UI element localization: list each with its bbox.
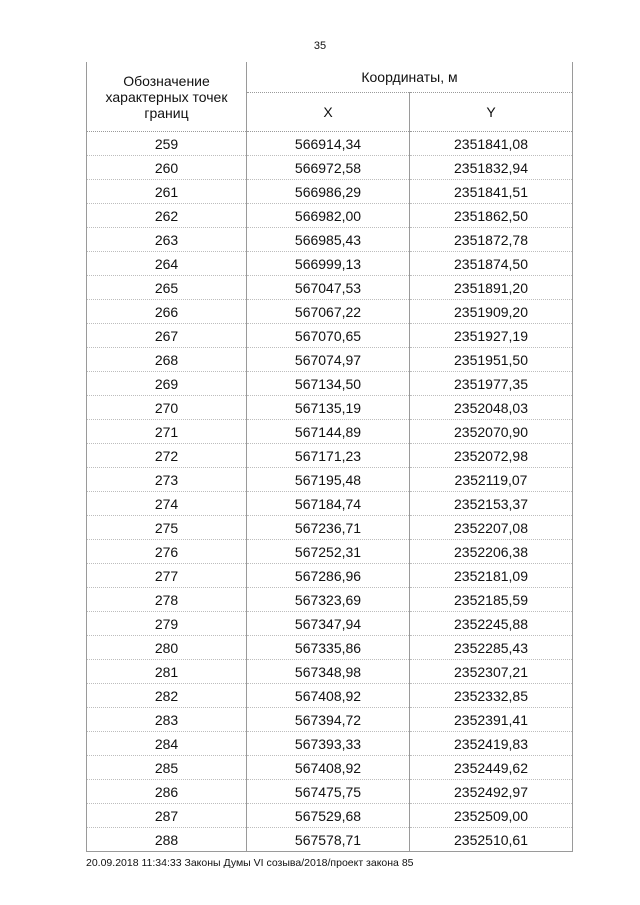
table-row — [87, 156, 573, 180]
table-row — [87, 684, 573, 708]
table-row — [87, 828, 573, 852]
y-coordinate-cell: 2351841,51 — [410, 180, 573, 204]
point-number-cell: 261 — [87, 180, 247, 204]
x-coordinate-cell: 567408,92 — [247, 756, 410, 780]
point-number-cell: 266 — [87, 300, 247, 324]
x-coordinate-cell: 567184,74 — [247, 492, 410, 516]
y-coordinate-cell: 2351891,20 — [410, 276, 573, 300]
x-coordinate-cell: 567236,71 — [247, 516, 410, 540]
y-coordinate-cell: 2351977,35 — [410, 372, 573, 396]
y-coordinate-cell: 2351872,78 — [410, 228, 573, 252]
y-coordinate-cell: 2352153,37 — [410, 492, 573, 516]
point-number-cell: 265 — [87, 276, 247, 300]
y-coordinate-cell: 2352332,85 — [410, 684, 573, 708]
point-number-cell: 263 — [87, 228, 247, 252]
y-coordinate-cell: 2351841,08 — [410, 132, 573, 156]
point-number-cell: 269 — [87, 372, 247, 396]
y-coordinate-cell: 2352070,90 — [410, 420, 573, 444]
point-number-cell: 264 — [87, 252, 247, 276]
table-row — [87, 660, 573, 684]
y-coordinate-cell: 2352419,83 — [410, 732, 573, 756]
y-coordinate-cell: 2352492,97 — [410, 780, 573, 804]
coordinates-table — [86, 62, 573, 852]
y-coordinate-cell: 2351874,50 — [410, 252, 573, 276]
point-number-cell: 288 — [87, 828, 247, 852]
table-row — [87, 564, 573, 588]
table-row — [87, 204, 573, 228]
y-coordinate-cell: 2352510,61 — [410, 828, 573, 852]
x-coordinate-cell: 567171,23 — [247, 444, 410, 468]
x-coordinate-cell: 566914,34 — [247, 132, 410, 156]
table-row — [87, 180, 573, 204]
table-row — [87, 588, 573, 612]
x-coordinate-cell: 567144,89 — [247, 420, 410, 444]
point-number-cell: 286 — [87, 780, 247, 804]
table-row — [87, 540, 573, 564]
table-header — [87, 62, 573, 132]
table-row — [87, 252, 573, 276]
point-number-cell: 277 — [87, 564, 247, 588]
table-row — [87, 324, 573, 348]
x-coordinate-cell: 567047,53 — [247, 276, 410, 300]
table-row — [87, 132, 573, 156]
point-number-cell: 276 — [87, 540, 247, 564]
point-number-cell: 281 — [87, 660, 247, 684]
table-row — [87, 708, 573, 732]
y-coordinate-cell: 2352185,59 — [410, 588, 573, 612]
point-number-cell: 280 — [87, 636, 247, 660]
x-coordinate-cell: 567348,98 — [247, 660, 410, 684]
x-coordinate-cell: 567070,65 — [247, 324, 410, 348]
point-number-cell: 272 — [87, 444, 247, 468]
x-column-header: X — [247, 93, 410, 132]
table-row — [87, 300, 573, 324]
table-row — [87, 516, 573, 540]
point-number-cell: 262 — [87, 204, 247, 228]
y-column-header: Y — [410, 93, 573, 132]
x-coordinate-cell: 566985,43 — [247, 228, 410, 252]
y-coordinate-cell: 2351862,50 — [410, 204, 573, 228]
table-row — [87, 396, 573, 420]
y-coordinate-cell: 2352509,00 — [410, 804, 573, 828]
point-number-cell: 283 — [87, 708, 247, 732]
x-coordinate-cell: 567074,97 — [247, 348, 410, 372]
point-number-cell: 282 — [87, 684, 247, 708]
x-coordinate-cell: 567323,69 — [247, 588, 410, 612]
x-coordinate-cell: 566982,00 — [247, 204, 410, 228]
y-coordinate-cell: 2352181,09 — [410, 564, 573, 588]
x-coordinate-cell: 566972,58 — [247, 156, 410, 180]
x-coordinate-cell: 567408,92 — [247, 684, 410, 708]
point-number-cell: 267 — [87, 324, 247, 348]
point-number-cell: 260 — [87, 156, 247, 180]
y-coordinate-cell: 2352449,62 — [410, 756, 573, 780]
x-coordinate-cell: 567286,96 — [247, 564, 410, 588]
y-coordinate-cell: 2352048,03 — [410, 396, 573, 420]
table-row — [87, 492, 573, 516]
coordinates-column-header: Координаты, м — [247, 62, 573, 93]
table-row — [87, 444, 573, 468]
footer-text: 20.09.2018 11:34:33 Законы Думы VI созыва/2018/проект закона 85 — [86, 857, 414, 869]
table-row — [87, 372, 573, 396]
point-number-cell: 270 — [87, 396, 247, 420]
y-coordinate-cell: 2351951,50 — [410, 348, 573, 372]
x-coordinate-cell: 567134,50 — [247, 372, 410, 396]
table-row — [87, 612, 573, 636]
table-row — [87, 348, 573, 372]
y-coordinate-cell: 2352307,21 — [410, 660, 573, 684]
x-coordinate-cell: 567393,33 — [247, 732, 410, 756]
point-number-cell: 279 — [87, 612, 247, 636]
y-coordinate-cell: 2352206,38 — [410, 540, 573, 564]
table-row — [87, 780, 573, 804]
table-row — [87, 732, 573, 756]
table-row — [87, 756, 573, 780]
point-number-cell: 285 — [87, 756, 247, 780]
x-coordinate-cell: 567529,68 — [247, 804, 410, 828]
y-coordinate-cell: 2352207,08 — [410, 516, 573, 540]
table-row — [87, 276, 573, 300]
table-row — [87, 228, 573, 252]
y-coordinate-cell: 2351909,20 — [410, 300, 573, 324]
point-number-cell: 268 — [87, 348, 247, 372]
table-row — [87, 804, 573, 828]
x-coordinate-cell: 567195,48 — [247, 468, 410, 492]
y-coordinate-cell: 2352285,43 — [410, 636, 573, 660]
y-coordinate-cell: 2352072,98 — [410, 444, 573, 468]
y-coordinate-cell: 2351832,94 — [410, 156, 573, 180]
y-coordinate-cell: 2352119,07 — [410, 468, 573, 492]
point-number-cell: 273 — [87, 468, 247, 492]
x-coordinate-cell: 567135,19 — [247, 396, 410, 420]
x-coordinate-cell: 567252,31 — [247, 540, 410, 564]
x-coordinate-cell: 567578,71 — [247, 828, 410, 852]
y-coordinate-cell: 2351927,19 — [410, 324, 573, 348]
point-number-cell: 271 — [87, 420, 247, 444]
table-row — [87, 636, 573, 660]
table-body — [87, 132, 573, 852]
point-number-cell: 259 — [87, 132, 247, 156]
designation-column-header: Обозначение характерных точек границ — [87, 62, 247, 132]
point-number-cell: 287 — [87, 804, 247, 828]
x-coordinate-cell: 566986,29 — [247, 180, 410, 204]
x-coordinate-cell: 567335,86 — [247, 636, 410, 660]
table-row — [87, 420, 573, 444]
point-number-cell: 275 — [87, 516, 247, 540]
table-row — [87, 468, 573, 492]
y-coordinate-cell: 2352245,88 — [410, 612, 573, 636]
page-number: 35 — [313, 40, 327, 52]
x-coordinate-cell: 567394,72 — [247, 708, 410, 732]
point-number-cell: 274 — [87, 492, 247, 516]
point-number-cell: 284 — [87, 732, 247, 756]
x-coordinate-cell: 567475,75 — [247, 780, 410, 804]
x-coordinate-cell: 567067,22 — [247, 300, 410, 324]
y-coordinate-cell: 2352391,41 — [410, 708, 573, 732]
point-number-cell: 278 — [87, 588, 247, 612]
x-coordinate-cell: 566999,13 — [247, 252, 410, 276]
x-coordinate-cell: 567347,94 — [247, 612, 410, 636]
